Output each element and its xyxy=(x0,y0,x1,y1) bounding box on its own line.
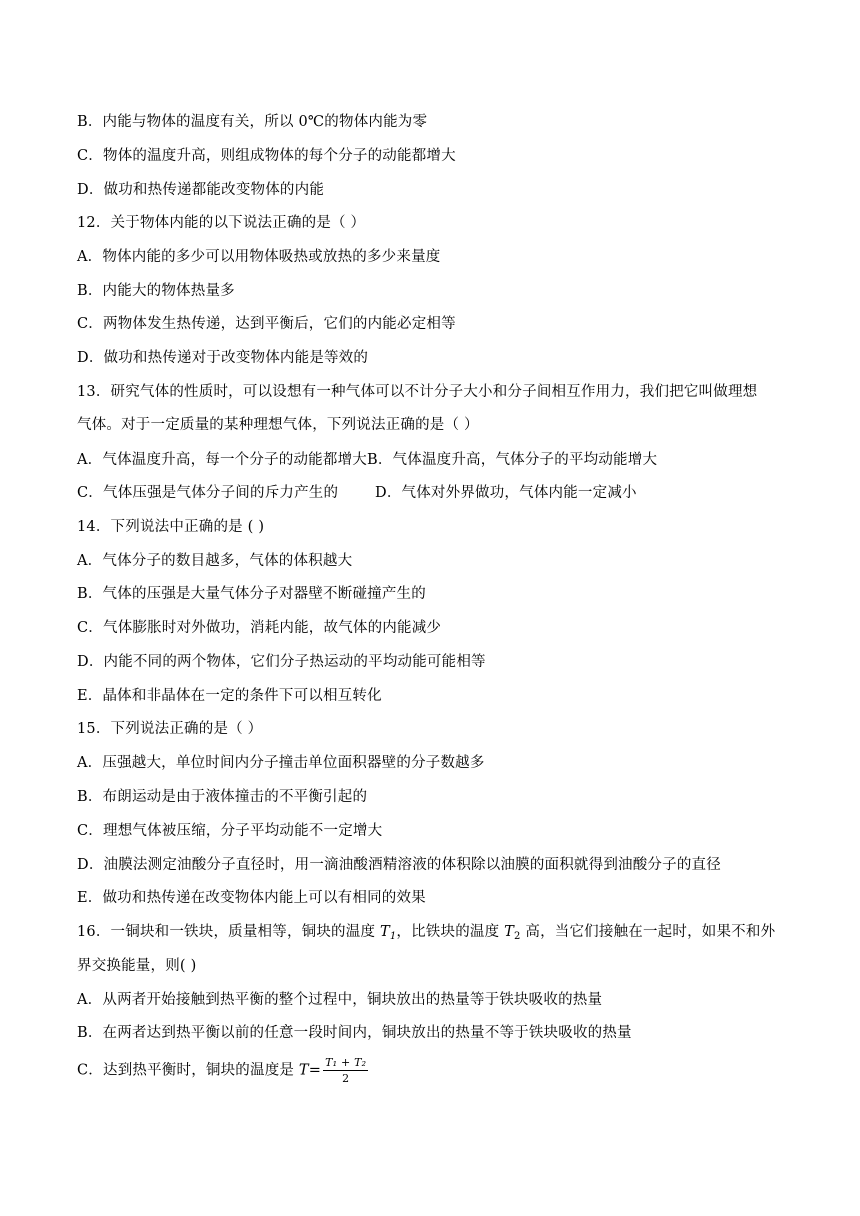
question-13-line2: 气体。对于一定质量的某种理想气体，下列说法正确的是（ ） xyxy=(77,417,479,433)
question-12: 12．关于物体内能的以下说法正确的是（ ） xyxy=(77,215,366,231)
q16-text-mid: ，比铁块的温度 xyxy=(396,924,505,940)
option-14d: D．内能不同的两个物体，它们分子热运动的平均动能可能相等 xyxy=(77,654,486,670)
question-16-line1 xyxy=(77,922,790,947)
question-16-line2: 界交换能量，则( ) xyxy=(77,958,197,974)
option-15c: C．理想气体被压缩，分子平均动能不一定增大 xyxy=(77,823,383,839)
question-15: 15．下列说法正确的是（ ） xyxy=(77,721,263,737)
options-13-row1 xyxy=(77,450,790,470)
q16-text-start: 16．一铜块和一铁块，质量相等，铜块的温度 xyxy=(77,924,380,940)
option-16c-fraction xyxy=(323,1056,368,1085)
option-16c-equals: = xyxy=(308,1062,322,1079)
option-16c-text: C．达到热平衡时，铜块的温度是 xyxy=(77,1062,299,1079)
option-12b: B．内能大的物体热量多 xyxy=(77,283,235,299)
option-15b: B．布朗运动是由于液体撞击的不平衡引起的 xyxy=(77,789,368,805)
option-14b: B．气体的压强是大量气体分子对器壁不断碰撞产生的 xyxy=(77,586,426,602)
option-16a: A．从两者开始接触到热平衡的整个过程中，铜块放出的热量等于铁块吸收的热量 xyxy=(77,992,603,1008)
q16-sub-1: 1 xyxy=(389,931,397,942)
option-12c: C．两物体发生热传递，达到平衡后，它们的内能必定相等 xyxy=(77,316,456,332)
option-13c: C．气体压强是气体分子间的斥力产生的 xyxy=(77,485,339,501)
option-15e: E．做功和热传递在改变物体内能上可以有相同的效果 xyxy=(77,890,426,906)
option-13a: A．气体温度升高，每一个分子的动能都增大 xyxy=(77,452,367,468)
q16-var-t1: T xyxy=(379,924,390,940)
option-13d: D．气体对外界做功，气体内能一定减小 xyxy=(375,485,637,501)
option-14a: A．气体分子的数目越多，气体的体积越大 xyxy=(77,553,353,569)
options-13-row2 xyxy=(77,483,790,503)
option-15a: A．压强越大，单位时间内分子撞击单位面积器壁的分子数越多 xyxy=(77,755,485,771)
option-15d: D．油膜法测定油酸分子直径时，用一滴油酸酒精溶液的体积除以油膜的面积就得到油酸分子的直径 xyxy=(77,857,721,873)
option-16c-var-t: T xyxy=(298,1062,309,1079)
option-14e: E．晶体和非晶体在一定的条件下可以相互转化 xyxy=(77,688,382,704)
option-11d: D．做功和热传递都能改变物体的内能 xyxy=(77,182,325,198)
option-16b: B．在两者达到热平衡以前的任意一段时间内，铜块放出的热量不等于铁块吸收的热量 xyxy=(77,1025,632,1041)
option-12a: A．物体内能的多少可以用物体吸热或放热的多少来量度 xyxy=(77,249,441,265)
option-14c: C．气体膨胀时对外做功，消耗内能，故气体的内能减少 xyxy=(77,620,442,636)
q16-text-end: 高，当它们接触在一起时，如果不和外 xyxy=(520,924,776,940)
question-14: 14．下列说法中正确的是 ( ) xyxy=(77,519,265,535)
fraction-numerator: T₁ + T₂ xyxy=(325,1056,367,1069)
q16-sub-2: 2 xyxy=(514,931,521,942)
option-12d: D．做功和热传递对于改变物体内能是等效的 xyxy=(77,350,369,366)
question-13-line1: 13．研究气体的性质时，可以设想有一种气体可以不计分子大小和分子间相互作用力，我们把它叫做理想 xyxy=(77,384,758,400)
option-11b: B．内能与物体的温度有关，所以 0℃的物体内能为零 xyxy=(77,114,428,130)
option-13b: B．气体温度升高，气体分子的平均动能增大 xyxy=(366,452,658,468)
fraction-denominator: 2 xyxy=(342,1072,350,1085)
option-16c xyxy=(77,1056,790,1085)
q16-var-t2: T xyxy=(504,924,514,940)
option-11c: C．物体的温度升高，则组成物体的每个分子的动能都增大 xyxy=(77,148,456,164)
